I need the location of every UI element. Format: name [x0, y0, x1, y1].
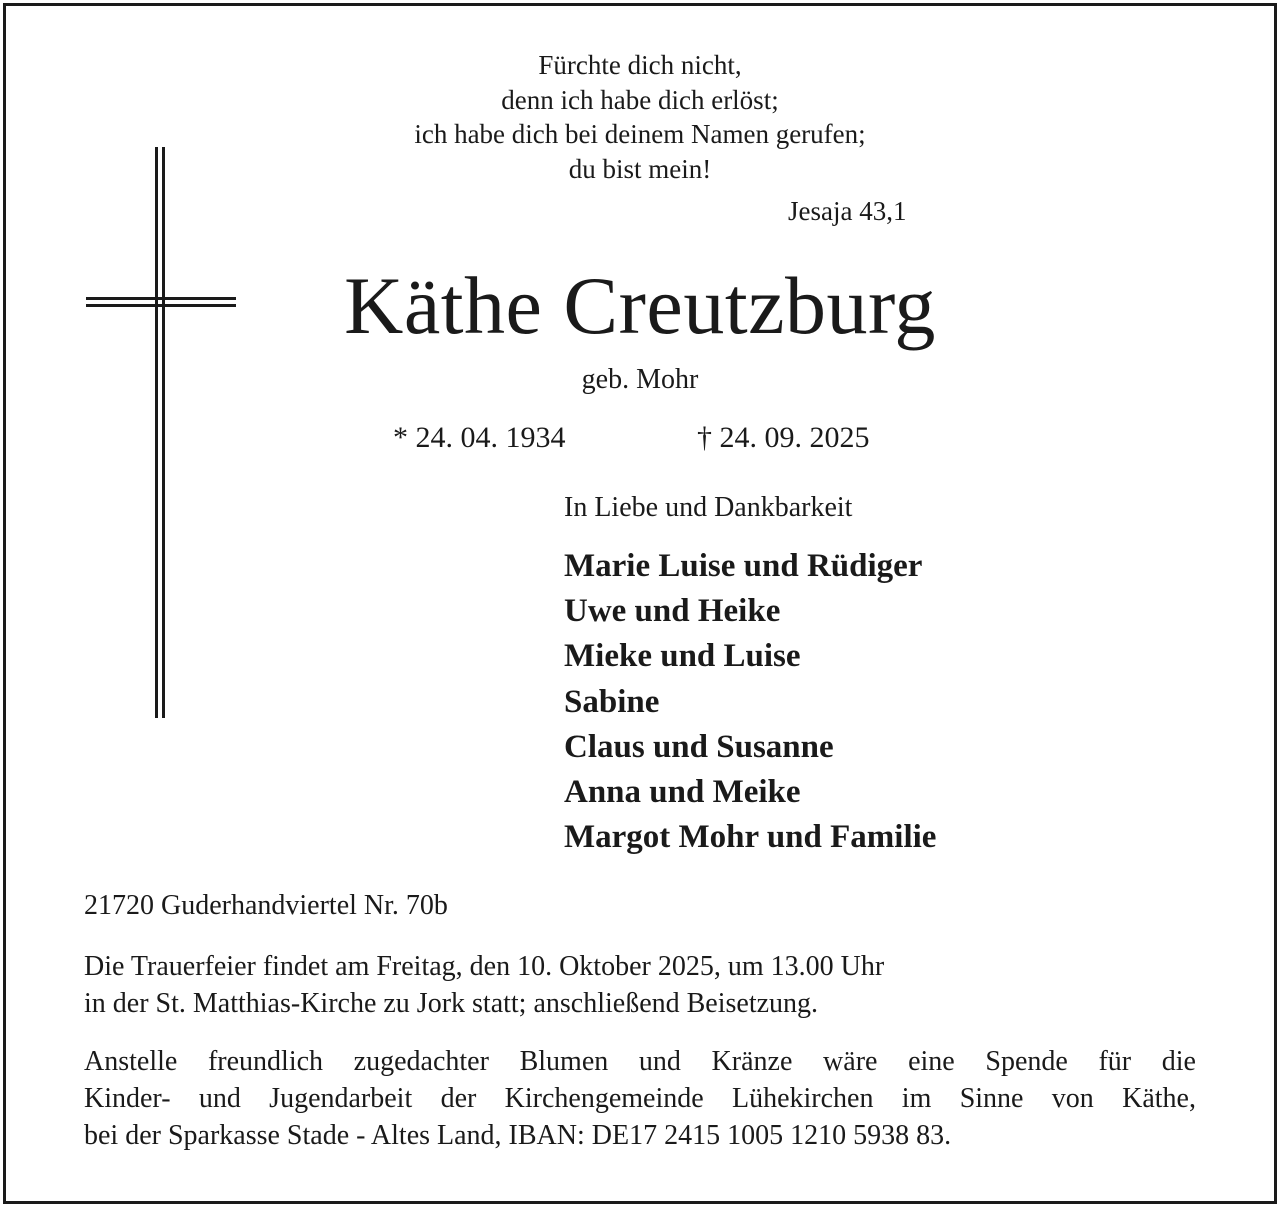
mourner-name: Margot Mohr und Familie: [564, 819, 937, 856]
cross-icon: [86, 147, 236, 718]
mourner-name: Sabine: [564, 683, 660, 720]
donation-line: Kinder- und Jugendarbeit der Kirchengemeinde Lühekirchen im Sinne von Käthe,: [84, 1083, 1196, 1114]
donation-line: bei der Sparkasse Stade - Altes Land, IBAN: DE17 2415 1005 1210 5938 83.: [84, 1120, 952, 1151]
family-address: 21720 Guderhandviertel Nr. 70b: [84, 890, 448, 921]
mourner-name: Uwe und Heike: [564, 593, 781, 630]
ceremony-line: in der St. Matthias-Kirche zu Jork statt; anschließend Beisetzung.: [84, 988, 819, 1019]
mourner-name: Claus und Susanne: [564, 728, 834, 765]
dedication-text: In Liebe und Dankbarkeit: [564, 492, 853, 523]
donation-notice: [84, 1043, 1196, 1154]
mourner-name: Mieke und Luise: [564, 638, 801, 675]
verse-source: Jesaja 43,1: [788, 196, 907, 226]
verse-line: Fürchte dich nicht,: [538, 50, 742, 80]
birth-date: * 24. 04. 1934: [393, 421, 566, 454]
funeral-ceremony-notice: [84, 948, 884, 1022]
maiden-name: geb. Mohr: [581, 364, 699, 395]
mourners-list: [564, 544, 936, 860]
mourner-name: Anna und Meike: [564, 774, 801, 811]
deceased-name: Käthe Creutzburg: [344, 260, 936, 351]
verse-line: denn ich habe dich erlöst;: [501, 84, 779, 115]
verse-line: du bist mein!: [568, 153, 712, 184]
mourner-name: Marie Luise und Rüdiger: [564, 548, 923, 584]
ceremony-line: Die Trauerfeier findet am Freitag, den 10. Oktober 2025, um 13.00 Uhr: [84, 951, 885, 982]
death-date: † 24. 09. 2025: [697, 421, 870, 454]
verse-line: ich habe dich bei deinem Namen gerufen;: [414, 119, 866, 149]
donation-line: Anstelle freundlich zugedachter Blumen und Kränze wäre eine Spende für die: [84, 1046, 1196, 1077]
